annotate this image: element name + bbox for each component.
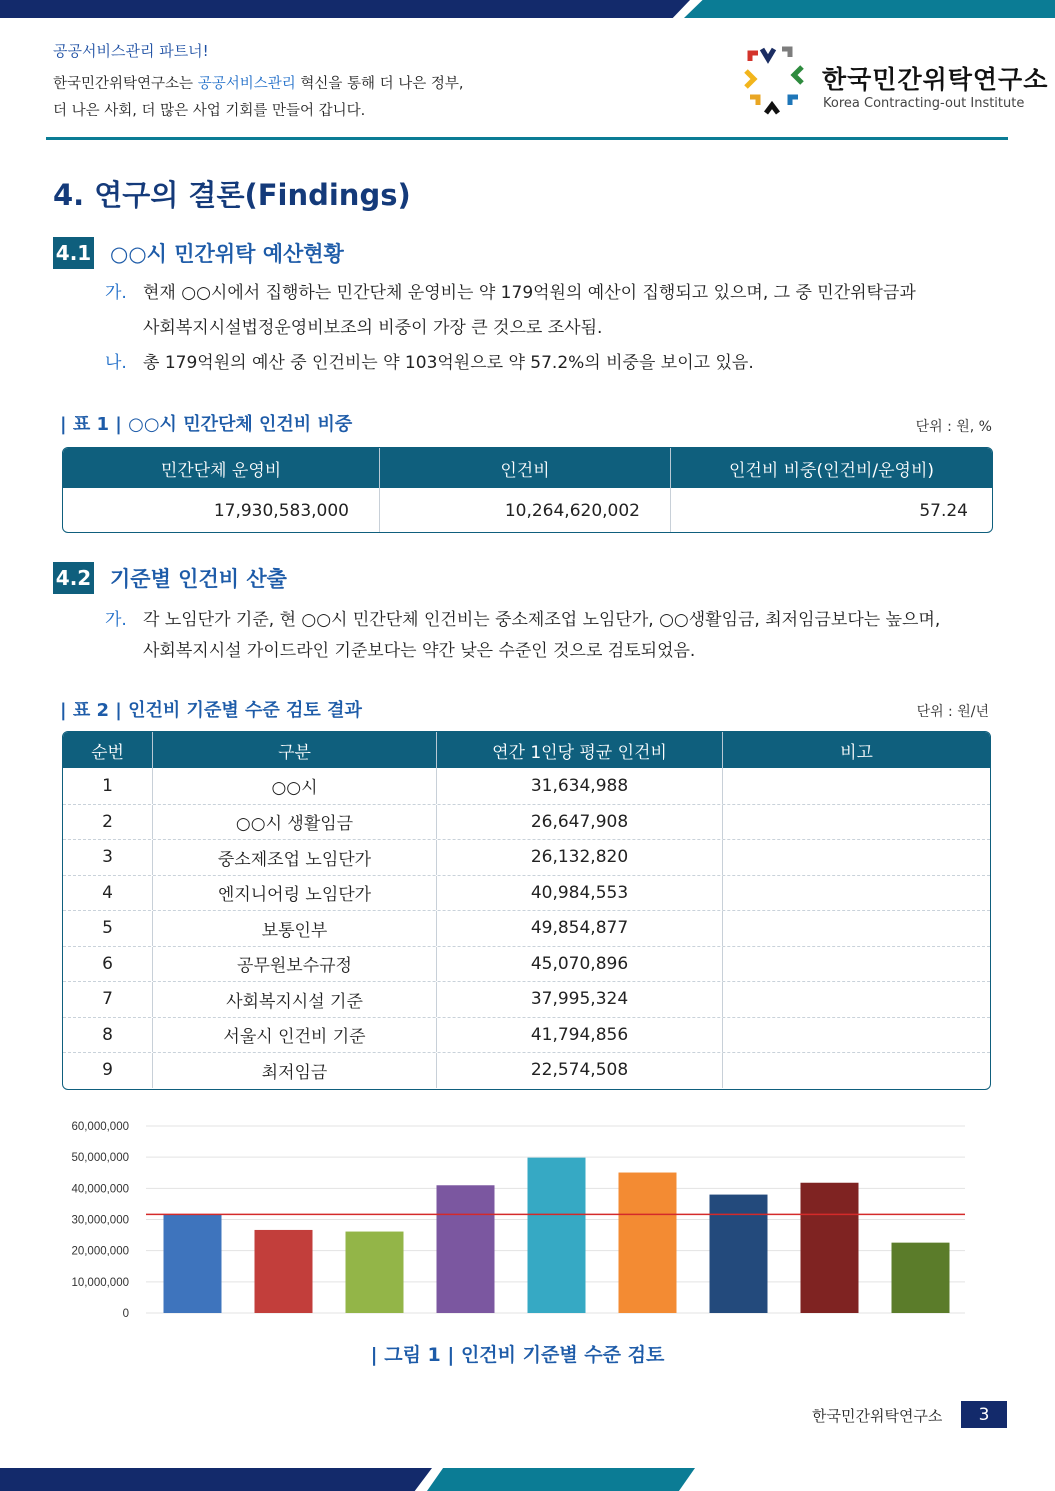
table-cell: ○○시 생활임금 xyxy=(153,805,437,840)
bar xyxy=(892,1243,950,1313)
bar xyxy=(619,1173,677,1313)
table-2-unit: 단위 : 원/년 xyxy=(916,704,989,720)
y-tick-label: 10,000,000 xyxy=(71,1276,129,1289)
table-cell xyxy=(723,1018,990,1053)
paragraph-text: 현재 ○○시에서 집행하는 민간단체 운영비는 약 179억원의 예산이 집행되고 있으며, 그 중 민간위탁금과 xyxy=(143,283,916,303)
paragraph-ga-line-1 xyxy=(105,285,916,302)
paragraph-text: 각 노임단가 기준, 현 ○○시 민간단체 인건비는 중소제조업 노임단가, ○○생활임금, 최저임금보다는 높으며, xyxy=(143,610,941,630)
top-band-teal xyxy=(684,0,1055,18)
table-cell xyxy=(723,805,990,840)
table-header-cell: 인건비 xyxy=(380,448,671,488)
table-cell xyxy=(723,840,990,875)
header-line-1-pre: 한국민간위탁연구소는 xyxy=(53,76,198,92)
table-cell: 중소제조업 노임단가 xyxy=(153,840,437,875)
table-body xyxy=(63,768,990,1088)
figure-caption: | 그림 1 | 인건비 기준별 수준 검토 xyxy=(370,1344,665,1366)
bar xyxy=(437,1185,495,1313)
table-cell: 49,854,877 xyxy=(437,911,723,946)
top-band xyxy=(0,0,1055,18)
header-line-1-post: 혁신을 통해 더 나은 정부, xyxy=(295,76,464,92)
table-cell: 서울시 인건비 기준 xyxy=(153,1018,437,1053)
bar xyxy=(346,1232,404,1313)
table-cell: 57.24 xyxy=(919,500,968,521)
y-tick-label: 50,000,000 xyxy=(71,1152,129,1165)
table-1-caption: | 표 1 | ○○시 민간단체 인건비 비중 xyxy=(60,414,353,435)
table-row xyxy=(63,875,990,911)
table-cell: 31,634,988 xyxy=(437,768,723,804)
y-tick-label: 0 xyxy=(122,1308,129,1320)
table-row xyxy=(63,1017,990,1053)
bullet-marker: 나. xyxy=(105,353,127,373)
table-row xyxy=(63,488,992,533)
top-band-navy xyxy=(0,0,690,18)
table-cell xyxy=(723,947,990,982)
table-header-cell: 인건비 비중(인건비/운영비) xyxy=(728,460,935,481)
header-line-2: 더 나은 사회, 더 많은 사업 기회를 만들어 갑니다. xyxy=(53,103,366,119)
bullet-marker: 가. xyxy=(105,610,127,630)
table-row xyxy=(63,946,990,982)
table-header-cell: 연간 1인당 평균 인건비 xyxy=(437,732,723,768)
footer-institute-name: 한국민간위탁연구소 xyxy=(812,1407,943,1425)
table-row xyxy=(63,768,990,804)
paragraph-4-2-ga-line-1 xyxy=(105,612,940,629)
table-2 xyxy=(62,731,991,1090)
bar xyxy=(528,1158,586,1313)
table-cell: ○○시 xyxy=(153,768,437,804)
table-cell: 7 xyxy=(63,982,153,1017)
table-cell: 5 xyxy=(63,911,153,946)
table-header-row xyxy=(63,732,990,768)
logo-name: 한국민간위탁연구소 xyxy=(822,65,1049,94)
paragraph-4-2-ga-line-2: 사회복지시설 가이드라인 기준보다는 약간 낮은 수준인 것으로 검토되었음. xyxy=(143,641,696,661)
table-cell: 41,794,856 xyxy=(437,1018,723,1053)
header-line-1 xyxy=(53,72,463,93)
table-cell: 17,930,583,000 xyxy=(63,488,380,533)
table-cell: 40,984,553 xyxy=(437,876,723,911)
bottom-band xyxy=(0,1468,1055,1491)
bar xyxy=(255,1230,313,1313)
bar-chart xyxy=(50,1110,980,1330)
table-cell: 26,132,820 xyxy=(437,840,723,875)
page-number: 3 xyxy=(961,1401,1007,1428)
table-header-cell: 민간단체 운영비 xyxy=(63,448,380,488)
bar xyxy=(710,1195,768,1313)
paragraph-na xyxy=(105,355,754,372)
subsection-number: 4.2 xyxy=(53,562,94,594)
bar xyxy=(801,1183,859,1313)
table-cell: 6 xyxy=(63,947,153,982)
table-cell: 1 xyxy=(63,768,153,804)
subsection-4-1-heading xyxy=(53,237,344,269)
table-cell: 8 xyxy=(63,1018,153,1053)
y-tick-label: 30,000,000 xyxy=(71,1214,129,1227)
table-row xyxy=(63,804,990,840)
paragraph-ga-line-2: 사회복지시설법정운영비보조의 비중이 가장 큰 것으로 조사됨. xyxy=(143,318,603,338)
table-cell xyxy=(723,768,990,804)
table-cell: 최저임금 xyxy=(153,1053,437,1088)
table-header-cell: 비고 xyxy=(840,742,873,763)
bar xyxy=(164,1214,222,1313)
table-cell: 엔지니어링 노임단가 xyxy=(153,876,437,911)
table-cell: 공무원보수규정 xyxy=(153,947,437,982)
table-cell: 37,995,324 xyxy=(437,982,723,1017)
table-cell: 보통인부 xyxy=(153,911,437,946)
header-divider xyxy=(46,137,1008,140)
bottom-band-navy xyxy=(0,1468,432,1491)
logo-subtitle: Korea Contracting-out Institute xyxy=(823,96,1025,111)
header-tagline: 공공서비스관리 파트너! xyxy=(53,42,209,60)
y-tick-label: 40,000,000 xyxy=(71,1183,129,1196)
table-1-unit: 단위 : 원, % xyxy=(915,419,992,435)
table-cell xyxy=(723,876,990,911)
table-cell: 4 xyxy=(63,876,153,911)
table-row xyxy=(63,981,990,1017)
table-cell: 3 xyxy=(63,840,153,875)
subsection-title: ○○시 민간위탁 예산현황 xyxy=(110,242,344,266)
bottom-band-teal xyxy=(427,1468,695,1491)
table-row xyxy=(63,910,990,946)
y-tick-label: 20,000,000 xyxy=(71,1245,129,1258)
table-cell: 45,070,896 xyxy=(437,947,723,982)
header-line-1-highlight: 공공서비스관리 xyxy=(197,76,296,92)
subsection-number: 4.1 xyxy=(53,237,94,269)
institute-logo-icon xyxy=(742,45,808,117)
subsection-title: 기준별 인건비 산출 xyxy=(110,567,287,591)
table-header-cell: 구분 xyxy=(153,732,437,768)
table-cell xyxy=(723,982,990,1017)
table-cell: 10,264,620,002 xyxy=(380,488,671,533)
table-1 xyxy=(62,447,993,533)
table-cell xyxy=(723,911,990,946)
table-header-cell: 순번 xyxy=(63,732,153,768)
table-row xyxy=(63,1052,990,1088)
table-row xyxy=(63,839,990,875)
table-header-row xyxy=(63,448,992,488)
table-cell: 사회복지시설 기준 xyxy=(153,982,437,1017)
section-title: 4. 연구의 결론(Findings) xyxy=(53,178,411,212)
paragraph-text: 총 179억원의 예산 중 인건비는 약 103억원으로 약 57.2%의 비중을 보이고 있음. xyxy=(143,353,754,373)
table-cell: 2 xyxy=(63,805,153,840)
table-cell: 9 xyxy=(63,1053,153,1088)
table-cell: 22,574,508 xyxy=(437,1053,723,1088)
bullet-marker: 가. xyxy=(105,283,127,303)
subsection-4-2-heading xyxy=(53,562,287,594)
table-cell xyxy=(723,1053,990,1088)
table-cell: 26,647,908 xyxy=(437,805,723,840)
y-tick-label: 60,000,000 xyxy=(71,1121,129,1133)
table-2-caption: | 표 2 | 인건비 기준별 수준 검토 결과 xyxy=(60,700,362,721)
